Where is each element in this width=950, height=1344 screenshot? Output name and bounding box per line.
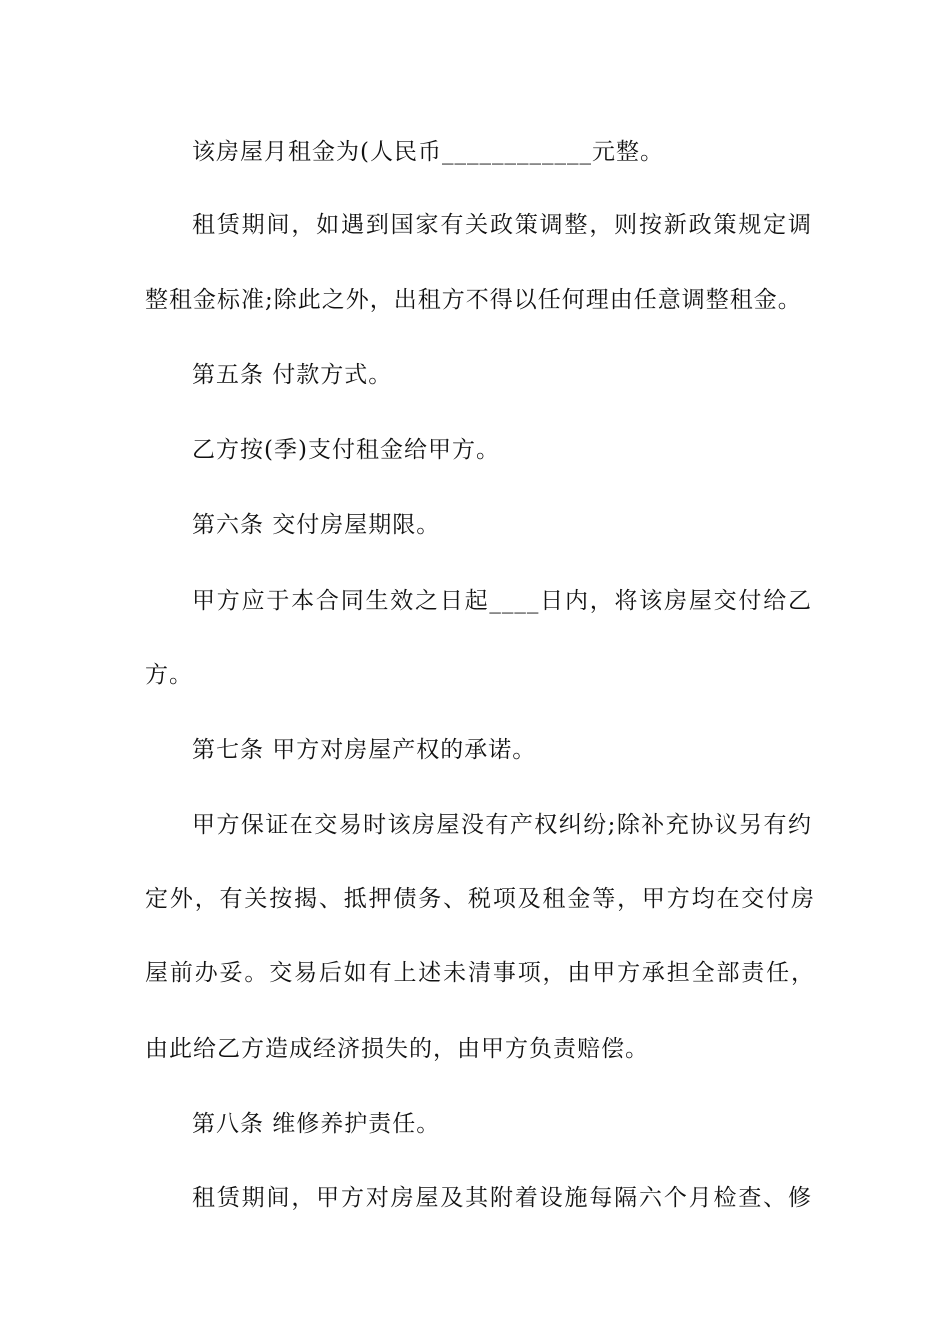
article-5-heading: 第五条 付款方式。 [192, 362, 393, 388]
article-7-body-line-3: 屋前办妥。交易后如有上述未清事项，由甲方承担全部责任， [145, 960, 815, 986]
article-6-body-line-2: 方。 [145, 662, 193, 688]
rent-amount-line: 该房屋月租金为(人民币____________元整。 [192, 139, 664, 165]
article-8-body-line-1: 租赁期间，甲方对房屋及其附着设施每隔六个月检查、修 [192, 1185, 812, 1211]
article-7-body-line-4: 由此给乙方造成经济损失的，由甲方负责赔偿。 [145, 1036, 649, 1062]
article-6-heading: 第六条 交付房屋期限。 [192, 512, 441, 538]
article-6-body-line-1: 甲方应于本合同生效之日起____日内，将该房屋交付给乙 [192, 588, 812, 614]
article-8-heading: 第八条 维修养护责任。 [192, 1111, 441, 1137]
article-5-body: 乙方按(季)支付租金给甲方。 [192, 437, 500, 463]
policy-adjustment-line-1: 租赁期间，如遇到国家有关政策调整，则按新政策规定调 [192, 212, 812, 238]
article-7-body-line-1: 甲方保证在交易时该房屋没有产权纠纷;除补充协议另有约 [192, 812, 812, 838]
article-7-heading: 第七条 甲方对房屋产权的承诺。 [192, 737, 537, 763]
article-7-body-line-2: 定外，有关按揭、抵押债务、税项及租金等，甲方均在交付房 [145, 886, 815, 912]
policy-adjustment-line-2: 整租金标准;除此之外，出租方不得以任何理由任意调整租金。 [145, 287, 802, 313]
